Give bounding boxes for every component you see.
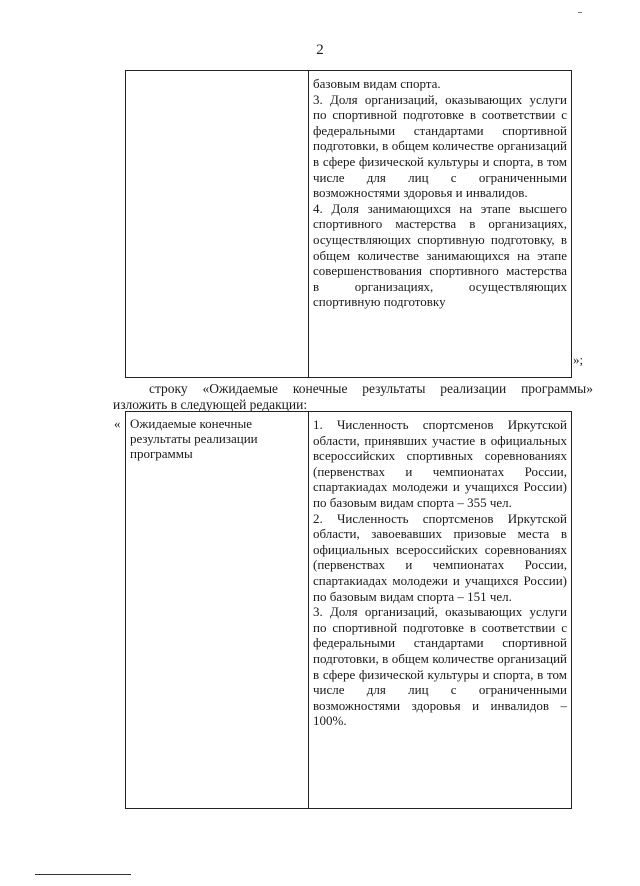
table-paragraph: базовым видам спорта.	[313, 76, 441, 91]
table-right-cell	[309, 71, 571, 377]
body-paragraph-line: изложить в следующей редакции:	[113, 397, 308, 412]
table-left-cell	[126, 71, 309, 377]
table-right-cell	[309, 412, 571, 808]
footnote-separator	[35, 874, 131, 875]
table-paragraph: 1. Численность спортсменов Иркутской области, принявших участие в официальных всероссийских спортивных соревнованиях (первенствах и чемпионатах России, спартакиадах молодежи и учащихся России) по базовым видам спорта – 355 чел.	[313, 417, 567, 510]
scan-mark	[578, 12, 582, 13]
body-paragraph-line: строку «Ожидаемые конечные результаты реализации программы»	[149, 381, 593, 396]
opening-quote: «	[114, 416, 121, 431]
table-continued	[125, 70, 572, 378]
table-paragraph: 3. Доля организаций, оказывающих услуги по спортивной подготовке в соответствии с федеральными стандартами спортивной подготовки, в общем количестве организаций в сфере физической культуры и спорта, в том числе для лиц с ограниченными возможностями здоровья и инвалидов – 100%.	[313, 604, 567, 729]
closing-quote: »;	[573, 352, 584, 367]
table-left-cell: Ожидаемые конечные результаты реализации программы	[126, 412, 309, 808]
page-number: 2	[316, 42, 324, 58]
table-paragraph: 4. Доля занимающихся на этапе высшего спортивного мастерства в организациях, осуществляющих спортивную подготовку, в общем количестве занимающихся на этапе совершенствования спортивного мастерства в организациях, осуществляющих спортивную подготовку	[313, 200, 567, 310]
table-paragraph: 3. Доля организаций, оказывающих услуги по спортивной подготовке в соответствии с федеральными стандартами спортивной подготовки, в общем количестве организаций в сфере физической культуры и спорта, в том числе для лиц с ограниченными возможностями здоровья и инвалидов.	[313, 91, 567, 201]
table-paragraph: 2. Численность спортсменов Иркутской области, завоевавших призовые места в официальных всероссийских соревнованиях (первенствах и чемпионатах России, спартакиадах молодежи и учащихся России) по базовым видам спорта – 151 чел.	[313, 510, 567, 604]
table-new-edition	[125, 411, 572, 809]
